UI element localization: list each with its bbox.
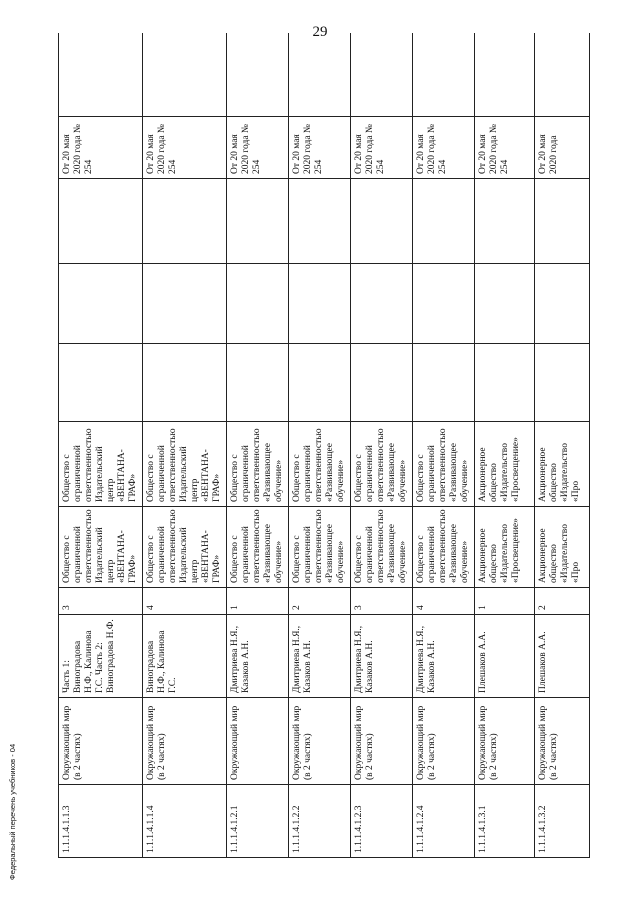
empty-cell (535, 33, 590, 117)
subject-cell: Окружающий мир (227, 698, 289, 785)
grade-cell: 1 (227, 588, 289, 615)
grade-cell: 3 (351, 588, 413, 615)
subject-cell: Окружающий мир (в 2 частях) (475, 698, 535, 785)
empty-cell (59, 179, 143, 264)
authors-cell: Виноградова Н.Ф., Калинова Г.С. (143, 615, 227, 698)
empty-cell (351, 344, 413, 422)
footer-text: Федеральный перечень учебников - 04 (8, 743, 17, 880)
table-row (143, 33, 227, 858)
publisher-cell: Общество с ограниченной ответственностью «Развивающее обучение» (289, 507, 351, 588)
rights-holder-cell: Акционерное общество «Издательство «Про (535, 422, 590, 507)
row-code: 1.1.1.4.1.2.4 (413, 785, 475, 858)
grade-cell: 3 (59, 588, 143, 615)
authors-cell: Плешаков А.А. (535, 615, 590, 698)
grade-cell: 4 (413, 588, 475, 615)
publisher-cell: Общество с ограниченной ответственностью «Развивающее обучение» (227, 507, 289, 588)
empty-cell (59, 33, 143, 117)
table-frame (58, 33, 605, 858)
order-cell: От 20 мая 2020 года № 254 (351, 117, 413, 179)
table-row (59, 33, 143, 858)
publisher-cell: Общество с ограниченной ответственностью «Развивающее обучение» (413, 507, 475, 588)
empty-cell (413, 264, 475, 344)
empty-cell (289, 179, 351, 264)
subject-cell: Окружающий мир (в 2 частях) (143, 698, 227, 785)
grade-cell: 2 (535, 588, 590, 615)
order-cell: От 20 мая 2020 года № 254 (59, 117, 143, 179)
page-number: 29 (312, 24, 328, 40)
row-code: 1.1.1.4.1.3.2 (535, 785, 590, 858)
subject-cell: Окружающий мир (в 2 частях) (351, 698, 413, 785)
row-code: 1.1.1.4.1.2.3 (351, 785, 413, 858)
subject-cell: Окружающий мир (в 2 частях) (289, 698, 351, 785)
grade-cell: 1 (475, 588, 535, 615)
empty-cell (143, 179, 227, 264)
authors-cell: Часть 1: Виноградова Н.Ф., Калинова Г.С. Часть 2: Виноградова Н.Ф. (59, 615, 143, 698)
publisher-cell: Акционерное общество «Издательство «Про (535, 507, 590, 588)
rights-holder-cell: Акционерное общество «Издательство «Просвещение» (475, 422, 535, 507)
empty-cell (227, 33, 289, 117)
publisher-cell: Общество с ограниченной ответственностью «Развивающее обучение» (351, 507, 413, 588)
table-row (413, 33, 475, 858)
textbook-list-table (58, 33, 590, 858)
row-code: 1.1.1.4.1.2.1 (227, 785, 289, 858)
empty-cell (535, 344, 590, 422)
rights-holder-cell: Общество с ограниченной ответственностью Издательский центр «ВЕНТАНА-ГРАФ» (143, 422, 227, 507)
empty-cell (475, 264, 535, 344)
empty-cell (413, 33, 475, 117)
order-cell: От 20 мая 2020 года № 254 (475, 117, 535, 179)
empty-cell (289, 33, 351, 117)
empty-cell (413, 179, 475, 264)
rights-holder-cell: Общество с ограниченной ответственностью «Развивающее обучение» (351, 422, 413, 507)
subject-cell: Окружающий мир (в 2 частях) (535, 698, 590, 785)
rights-holder-cell: Общество с ограниченной ответственностью Издательский центр «ВЕНТАНА-ГРАФ» (59, 422, 143, 507)
table-row (535, 33, 590, 858)
empty-cell (227, 179, 289, 264)
empty-cell (227, 264, 289, 344)
publisher-cell: Общество с ограниченной ответственностью Издательский центр «ВЕНТАНА-ГРАФ» (59, 507, 143, 588)
authors-cell: Дмитриева Н.Я., Казаков А.Н. (289, 615, 351, 698)
authors-cell: Плешаков А.А. (475, 615, 535, 698)
table-row (351, 33, 413, 858)
order-cell: От 20 мая 2020 года № 254 (143, 117, 227, 179)
empty-cell (535, 264, 590, 344)
authors-cell: Дмитриева Н.Я., Казаков А.Н. (351, 615, 413, 698)
rights-holder-cell: Общество с ограниченной ответственностью «Развивающее обучение» (413, 422, 475, 507)
order-cell: От 20 мая 2020 года (535, 117, 590, 179)
empty-cell (413, 344, 475, 422)
empty-cell (289, 264, 351, 344)
empty-cell (143, 344, 227, 422)
empty-cell (143, 264, 227, 344)
publisher-cell: Акционерное общество «Издательство «Просвещение» (475, 507, 535, 588)
empty-cell (59, 344, 143, 422)
publisher-cell: Общество с ограниченной ответственностью Издательский центр «ВЕНТАНА-ГРАФ» (143, 507, 227, 588)
subject-cell: Окружающий мир (в 2 частях) (59, 698, 143, 785)
empty-cell (143, 33, 227, 117)
rotated-table-container (58, 33, 605, 858)
authors-cell: Дмитриева Н.Я., Казаков А.Н. (413, 615, 475, 698)
row-code: 1.1.1.4.1.3.1 (475, 785, 535, 858)
empty-cell (289, 344, 351, 422)
authors-cell: Дмитриева Н.Я., Казаков А.Н. (227, 615, 289, 698)
empty-cell (535, 179, 590, 264)
empty-cell (475, 179, 535, 264)
empty-cell (475, 33, 535, 117)
empty-cell (227, 344, 289, 422)
rights-holder-cell: Общество с ограниченной ответственностью «Развивающее обучение» (289, 422, 351, 507)
empty-cell (475, 344, 535, 422)
empty-cell (351, 179, 413, 264)
empty-cell (59, 264, 143, 344)
order-cell: От 20 мая 2020 года № 254 (227, 117, 289, 179)
grade-cell: 2 (289, 588, 351, 615)
empty-cell (351, 33, 413, 117)
empty-cell (351, 264, 413, 344)
rights-holder-cell: Общество с ограниченной ответственностью «Развивающее обучение» (227, 422, 289, 507)
table-row (289, 33, 351, 858)
subject-cell: Окружающий мир (в 2 частях) (413, 698, 475, 785)
order-cell: От 20 мая 2020 года № 254 (413, 117, 475, 179)
table-row (227, 33, 289, 858)
row-code: 1.1.1.4.1.1.4 (143, 785, 227, 858)
table-row (475, 33, 535, 858)
order-cell: От 20 мая 2020 года № 254 (289, 117, 351, 179)
row-code: 1.1.1.4.1.2.2 (289, 785, 351, 858)
grade-cell: 4 (143, 588, 227, 615)
row-code: 1.1.1.4.1.1.3 (59, 785, 143, 858)
